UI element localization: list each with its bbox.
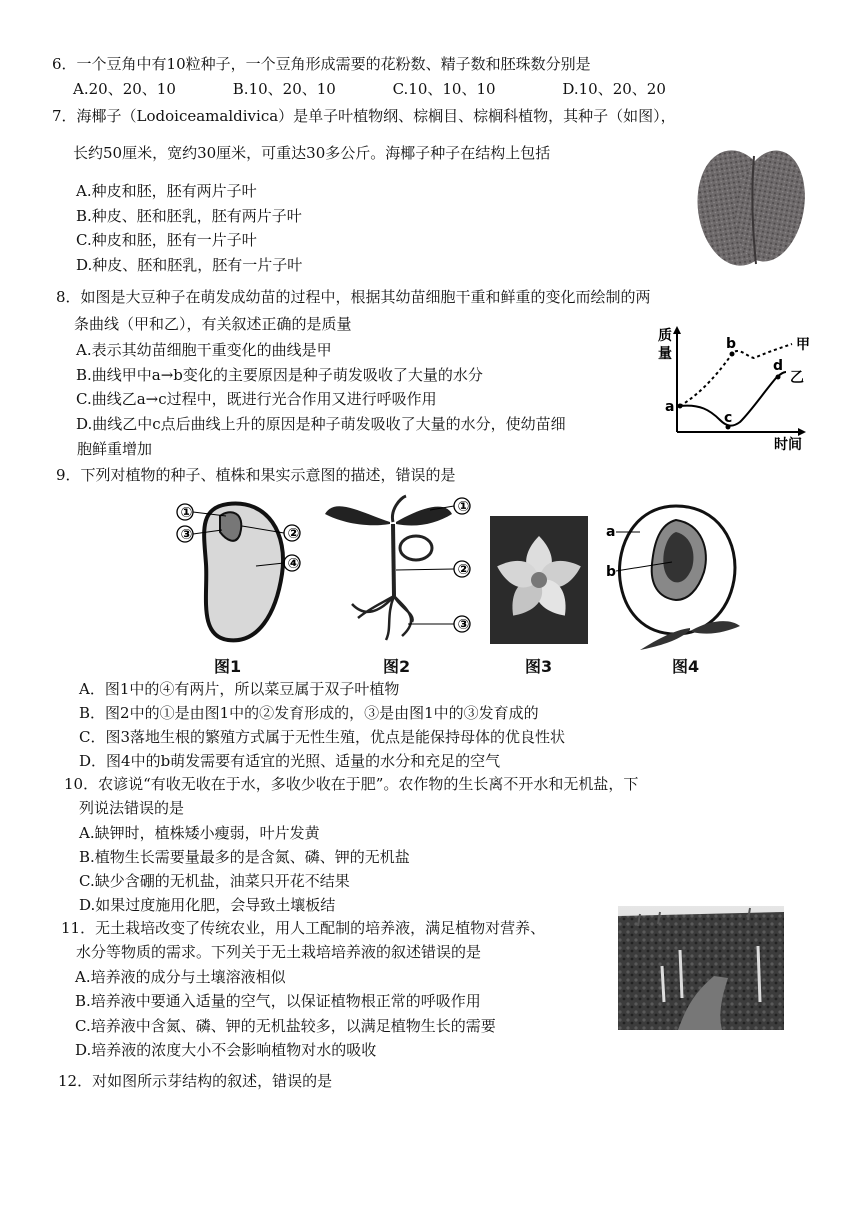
figure-2-caption: 图2 (383, 657, 411, 676)
graph-ylabel-1: 质 (658, 328, 672, 344)
q8-option-a: A.表示其幼苗细胞干重变化的曲线是甲 (76, 341, 332, 359)
q11-stem-line1: 11．无土栽培改变了传统农业，用人工配制的培养液，满足植物对营养、 (61, 919, 546, 937)
q8-stem-line1: 8．如图是大豆种子在萌发成幼苗的过程中，根据其幼苗细胞干重和鲜重的变化而绘制的两 (56, 288, 651, 306)
figure-4-caption: 图4 (672, 657, 700, 676)
figure-3-photo (490, 516, 588, 644)
figure-3-caption: 图3 (525, 657, 553, 676)
q8-option-d-continued: 胞鲜重增加 (77, 440, 153, 458)
q10-option-c: C.缺少含硼的无机盐，油菜只开花不结果 (79, 872, 350, 890)
fig1-marker-3: ③ (180, 527, 193, 543)
curve-jia (680, 344, 792, 406)
q9-option-a: A．图1中的④有两片，所以菜豆属于双子叶植物 (79, 680, 400, 698)
graph-xlabel: 时间 (774, 437, 802, 453)
q7-option-d: D.种皮、胚和胚乳，胚有一片子叶 (76, 256, 303, 274)
curve-jia-label: 甲 (796, 337, 810, 353)
figure-4-fruit (600, 490, 750, 650)
leaf-right (396, 507, 452, 526)
fig2-marker-2: ② (457, 562, 470, 578)
stem (393, 524, 394, 596)
q11-option-a: A.培养液的成分与土壤溶液相似 (75, 968, 286, 986)
hydroponics-photo (618, 906, 784, 1030)
fig1-marker-1: ① (180, 505, 193, 521)
q11-stem-line2: 水分等物质的需求。下列关于无土栽培培养液的叙述错误的是 (76, 943, 482, 961)
q8-option-d: D.曲线乙中c点后曲线上升的原因是种子萌发吸收了大量的水分，使幼苗细 (76, 415, 566, 433)
figure-1-bean-seed (168, 494, 308, 649)
coco-de-mer-seed-image (696, 146, 806, 270)
curve-yi (680, 372, 786, 426)
fig1-marker-2: ② (287, 526, 300, 542)
fig2-marker-1: ① (457, 499, 470, 515)
point-d-label: d (773, 358, 784, 374)
q8-option-c: C.曲线乙a→c过程中，既进行光合作用又进行呼吸作用 (76, 390, 437, 408)
q6-options (73, 79, 666, 99)
q6-option-a: A.20、20、10 (73, 80, 176, 98)
fig4-label-b: b (606, 564, 617, 580)
q6-option-c: C.10、10、10 (392, 80, 496, 98)
q10-option-d: D.如果过度施用化肥，会导致土壤板结 (79, 896, 336, 914)
q12-stem: 12．对如图所示芽结构的叙述，错误的是 (58, 1072, 333, 1090)
roots (352, 596, 413, 640)
q7-option-b: B.种皮、胚和胚乳，胚有两片子叶 (76, 207, 302, 225)
q6-stem: 6．一个豆角中有10粒种子，一个豆角形成需要的花粉数、精子数和胚珠数分别是 (52, 55, 591, 73)
q9-stem: 9．下列对植物的种子、植株和果实示意图的描述，错误的是 (56, 466, 456, 484)
q6-option-b: B.10、20、10 (232, 80, 336, 98)
q7-stem-line1: 7．海椰子（Lodoiceamaldivica）是单子叶植物纲、棕榈目、棕榈科植物，其种子（如图）， (52, 107, 676, 125)
figure-2-seedling (320, 492, 480, 652)
graph-ylabel-2: 量 (658, 346, 672, 362)
figure-1-caption: 图1 (214, 657, 242, 676)
seed-coat (204, 504, 283, 641)
q6-option-d: D.10、20、20 (562, 80, 666, 98)
q9-option-d: D．图4中的b萌发需要有适宜的光照、适量的水分和充足的空气 (79, 752, 501, 770)
fig4-label-a: a (606, 524, 616, 540)
q8-stem-line2: 条曲线（甲和乙），有关叙述正确的是质量 (74, 315, 352, 333)
cotyledon (400, 536, 432, 560)
growth-mass-graph (650, 322, 820, 457)
q11-option-c: C.培养液中含氮、磷、钾的无机盐较多，以满足植物生长的需要 (75, 1017, 496, 1035)
q11-option-d: D.培养液的浓度大小不会影响植物对水的吸收 (75, 1041, 377, 1059)
q7-option-c: C.种皮和胚，胚有一片子叶 (76, 231, 257, 249)
point-c-label: c (724, 410, 733, 426)
q10-option-a: A.缺钾时，植株矮小瘦弱，叶片发黄 (79, 824, 320, 842)
curve-yi-label: 乙 (790, 370, 804, 386)
point-a-label: a (665, 399, 675, 415)
q11-option-b: B.培养液中要通入适量的空气，以保证植物根正常的呼吸作用 (75, 992, 481, 1010)
q7-option-a: A.种皮和胚，胚有两片子叶 (76, 182, 257, 200)
q8-option-b: B.曲线甲中a→b变化的主要原因是种子萌发吸收了大量的水分 (76, 366, 483, 384)
q9-option-b: B．图2中的①是由图1中的②发育形成的，③是由图1中的③发育成的 (79, 704, 539, 722)
q10-stem-line2: 列说法错误的是 (79, 799, 185, 817)
fig1-marker-4: ④ (287, 556, 300, 572)
point-b-label: b (726, 336, 737, 352)
fig2-marker-3: ③ (457, 617, 470, 633)
q7-stem-line2: 长约50厘米，宽约30厘米，可重达30多公斤。海椰子种子在结构上包括 (73, 144, 551, 162)
q9-option-c: C．图3落地生根的繁殖方式属于无性生殖，优点是能保持母体的优良性状 (79, 728, 566, 746)
q10-option-b: B.植物生长需要量最多的是含氮、磷、钾的无机盐 (79, 848, 410, 866)
leaf-left (325, 506, 390, 525)
embryo-part (220, 512, 241, 541)
q10-stem-line1: 10．农谚说“有收无收在于水，多收少收在于肥”。农作物的生长离不开水和无机盐，下 (64, 775, 639, 793)
